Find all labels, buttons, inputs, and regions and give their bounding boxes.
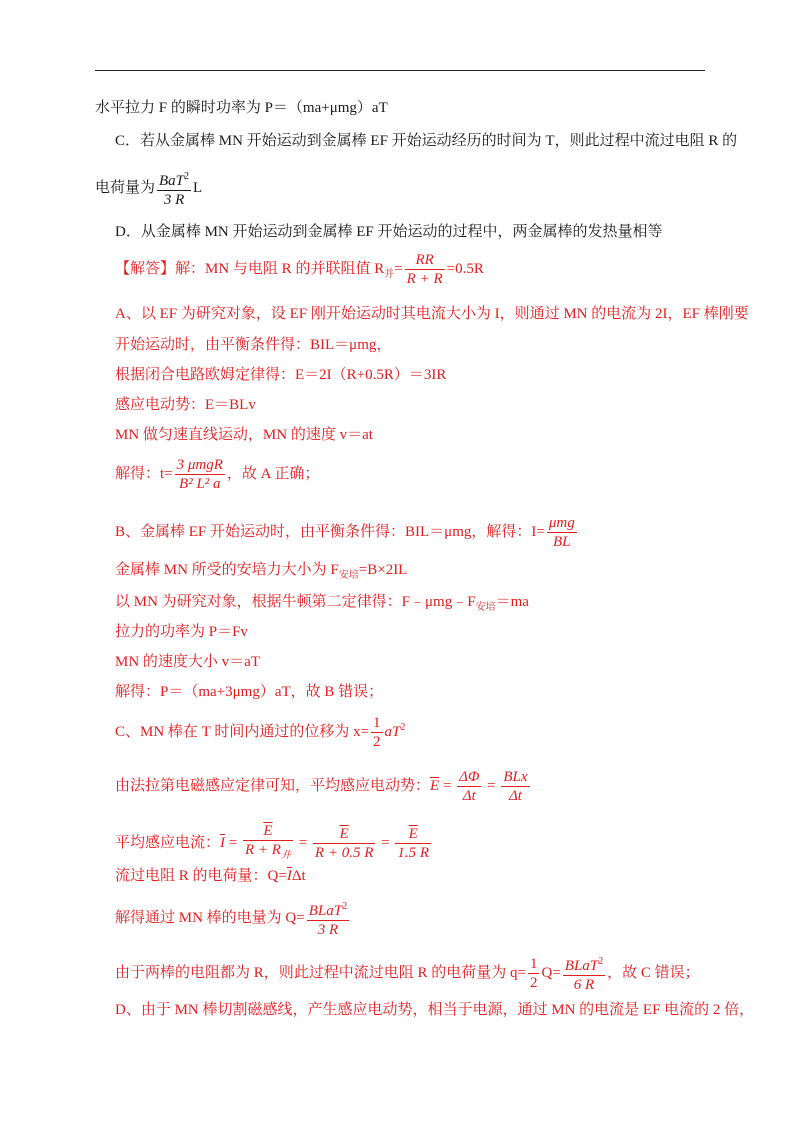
part-b-line5: MN 的速度大小 v＝aT [115, 654, 260, 670]
answer-subscript: 并 [384, 268, 395, 280]
option-c-suffix: L [193, 179, 203, 196]
option-c-prefix: 电荷量为 [95, 179, 156, 196]
half-numerator: 1 [373, 715, 381, 731]
answer-eq: = [394, 260, 403, 277]
part-c-line3-prefix: 平均感应电流： [115, 834, 221, 851]
half-fraction [371, 714, 383, 751]
option-c-exponent: 2 [184, 171, 190, 182]
part-b-line2-suffix: =B×2IL [358, 562, 408, 578]
answer-intro [115, 251, 484, 288]
part-c-line2-prefix: 由法拉第电磁感应定律可知，平均感应电动势： [115, 777, 431, 794]
part-a-denominator: B² L² a [175, 474, 225, 493]
part-a-line3: 根据闭合电路欧姆定律得：E＝2I（R+0.5R）＝3IR [115, 367, 447, 383]
part-c-line5 [115, 898, 351, 939]
option-c-fraction [157, 168, 191, 209]
part-a-line4: 感应电动势：E＝BLv [115, 397, 256, 413]
current-denominator-1-sub: 并 [280, 850, 291, 861]
part-c-line4-prefix: 流过电阻 R 的电荷量：Q= [115, 868, 287, 884]
current-denominator-3: 1.5 R [397, 845, 429, 861]
part-a-line2: 开始运动时，由平衡条件得：BIL＝μmg， [115, 337, 392, 353]
current-denominator-1-text: R + R [244, 842, 281, 858]
flux-numerator: ΔΦ [459, 769, 480, 785]
parallel-numerator: RR [415, 252, 434, 268]
option-d-line: D．从金属棒 MN 开始运动到金属棒 EF 开始运动的过程中，两金属棒的发热量相等 [115, 224, 663, 240]
half-denominator: 2 [373, 734, 381, 750]
part-a-line5: MN 做匀速直线运动，MN 的速度 v＝at [115, 427, 373, 443]
part-c-line1-prefix: C、MN 棒在 T 时间内通过的位移为 x= [115, 723, 370, 740]
part-c-line6 [115, 953, 700, 994]
header-rule [95, 70, 705, 71]
part-b-line3 [115, 592, 529, 618]
part-b-line3-suffix: ＝ma [495, 594, 529, 610]
part-b-line2-prefix: 金属棒 MN 所受的安培力大小为 F [115, 562, 339, 578]
part-a-conclusion: ，故 A 正确； [226, 465, 320, 482]
charge-denominator: 3 R [307, 920, 349, 939]
part-c-line2 [115, 768, 532, 805]
answer-result: =0.5R [446, 260, 484, 277]
current-numerator-3: $\overline{E}$ [408, 826, 418, 842]
charge-fraction [307, 898, 349, 939]
part-c-line4 [115, 866, 306, 886]
mean-emf-symbol: $\overline{E}$ [430, 777, 440, 794]
part-c-line3-eq1: = [225, 834, 241, 851]
q-numerator: BLaT [564, 958, 599, 974]
part-c-line3-eq2: = [294, 834, 311, 851]
q-denominator: 6 R [563, 975, 605, 994]
part-c-line6-mid: Q= [541, 964, 561, 981]
part-c-line4-current: $\overline{I}$ [286, 868, 292, 884]
current-fraction-3 [395, 825, 431, 862]
part-a-numerator: 3 μmgR [176, 457, 223, 473]
flux-fraction [457, 768, 481, 805]
current-denominator-2: R + 0.5 R [314, 845, 374, 861]
blx-denominator: Δt [501, 786, 529, 805]
charge-exponent: 2 [342, 901, 348, 912]
part-c-line3 [115, 822, 433, 865]
part-b-line3-prefix: 以 MN 为研究对象，根据牛顿第二定律得：F﹣μmg﹣F [115, 594, 476, 610]
parallel-denominator: R + R [406, 271, 443, 287]
part-c-line1-exponent: 2 [400, 721, 406, 733]
current-numerator-1: $\overline{E}$ [263, 823, 273, 839]
flux-denominator: Δt [457, 786, 481, 805]
answer-tag: 【解答】 [115, 260, 176, 277]
part-c-line1-term: aT [384, 723, 401, 740]
q-half-denominator: 2 [529, 975, 538, 991]
part-a-solve-prefix: 解得：t= [115, 465, 173, 482]
part-b-line1 [115, 514, 579, 551]
q-fraction [563, 953, 605, 994]
blx-fraction [501, 768, 529, 805]
part-b-line2-subscript: 安培 [338, 570, 359, 581]
part-c-line2-eq2: = [483, 777, 500, 794]
part-c-line2-eq1: = [439, 777, 456, 794]
q-half-fraction [528, 955, 540, 992]
charge-numerator: BLaT [308, 903, 343, 919]
current-fraction-2 [313, 825, 375, 862]
option-c-numerator: BaT [159, 173, 185, 189]
part-b-line6: 解得：P＝（ma+3μmg）aT，故 B 错误； [115, 684, 384, 700]
part-a-line6 [115, 456, 319, 493]
current-fraction-1 [243, 822, 293, 865]
current-numerator-2: $\overline{E}$ [339, 826, 349, 842]
part-d-line1: D、由于 MN 棒切割磁感线，产生感应电动势，相当于电源，通过 MN 的电流是 EF 电流的 2 倍， [115, 1002, 755, 1018]
blx-numerator: BLx [503, 769, 528, 785]
part-b-line3-subscript: 安培 [475, 602, 496, 613]
option-c-line1: C．若从金属棒 MN 开始运动到金属棒 EF 开始运动经历的时间为 T，则此过程中流过电阻 R 的 [115, 133, 738, 149]
part-c-line6-conclusion: ，故 C 错误； [607, 964, 700, 981]
part-b-line4: 拉力的功率为 P＝Fv [115, 624, 248, 640]
part-c-line1 [115, 714, 405, 751]
current-denominator-1 [243, 840, 293, 865]
part-b-fraction [547, 514, 577, 551]
parallel-fraction [405, 251, 445, 288]
part-b-line2 [115, 560, 407, 586]
mean-current-symbol: $\overline{I}$ [220, 834, 226, 851]
part-c-line3-eq3: = [377, 834, 394, 851]
power-line: 水平拉力 F 的瞬时功率为 P＝（ma+μmg）aT [95, 100, 388, 116]
part-b-numerator: μmg [548, 515, 575, 531]
part-c-line6-prefix: 由于两棒的电阻都为 R，则此过程中流过电阻 R 的电荷量为 q= [115, 964, 526, 981]
part-b-prefix: B、金属棒 EF 开始运动时，由平衡条件得：BIL＝μmg，解得：I= [115, 523, 545, 540]
option-c-denominator: 3 R [157, 190, 191, 209]
q-half-numerator: 1 [529, 956, 538, 972]
q-exponent: 2 [598, 956, 604, 967]
answer-prefix: 解：MN 与电阻 R 的并联阻值 R [175, 260, 385, 277]
part-c-line5-prefix: 解得通过 MN 棒的电量为 Q= [115, 909, 305, 926]
part-c-line4-suffix: Δt [291, 868, 306, 884]
part-a-fraction [175, 456, 225, 493]
part-b-denominator: BL [547, 532, 577, 551]
part-a-line1: A、以 EF 为研究对象，设 EF 刚开始运动时其电流大小为 I，则通过 MN 的电流为 2I，EF 棒刚要 [115, 306, 749, 322]
option-c-line2 [95, 168, 202, 209]
